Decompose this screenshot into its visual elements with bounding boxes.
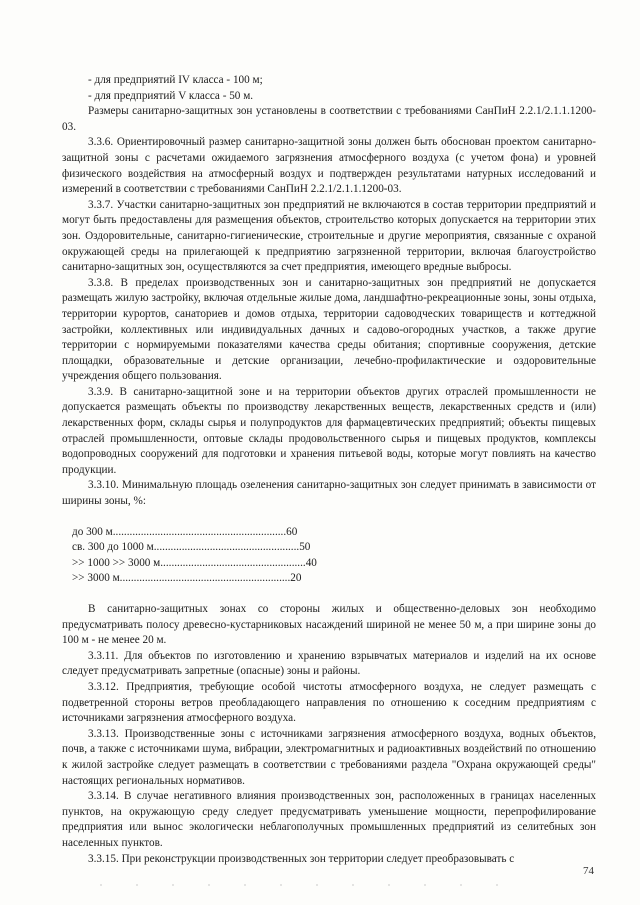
greening-list-item: >> 1000 >> 3000 м....................................................40 <box>72 556 317 569</box>
greening-list-item: до 300 м..............................................................60 <box>72 525 298 538</box>
paragraph-planting-strip: В санитарно-защитных зонах со стороны жилых и общественно-деловых зон необходимо предусматривать полосу древесно-кустарниковых насаждений шириной не менее 50 м, а при ширине зоны до 100 м - не менее 20 м. <box>62 603 596 647</box>
paragraph-3-3-13: 3.3.13. Производственные зоны с источниками загрязнения атмосферного воздуха, водных объектов, почв, а также с источниками шума, вибрации, электромагнитных и радиоактивных воздействий по отношению к жилой застройке следует размещать в соответствии с требованиями раздела "Охрана окружающей среды" настоящих региональных нормативов. <box>62 727 596 787</box>
paragraph-3-3-12: 3.3.12. Предприятия, требующие особой чистоты атмосферного воздуха, не следует размещать с подветренной стороны ветров преобладающего направления по отношению к соседним предприятиям с источниками загрязнения атмосферного воздуха. <box>62 680 596 725</box>
paragraph-sanpin-sizes: Размеры санитарно-защитных зон установлены в соответствии с требованиями СанПиН 2.2.1/2.1.1.1200-03. <box>62 105 596 133</box>
paragraph-class-iv: - для предприятий IV класса - 100 м; <box>88 74 263 86</box>
paragraph-3-3-15: 3.3.15. При реконструкции производственных зон территории следует преобразовывать с <box>88 852 515 865</box>
paragraph-3-3-11: 3.3.11. Для объектов по изготовлению и хранению взрывчатых материалов и изделий на их основе следует предусматривать запретные (опасные) зоны и районы. <box>62 649 596 678</box>
paragraph-3-3-10: 3.3.10. Минимальную площадь озеленения санитарно-защитных зон следует принимать в зависимости от ширины зоны, %: <box>62 479 596 508</box>
greening-list-item: св. 300 до 1000 м....................................................50 <box>72 541 311 554</box>
paragraph-3-3-6: 3.3.6. Ориентировочный размер санитарно-защитной зоны должен быть обоснован проектом санитарно-защитной зоны с расчетами ожидаемого загрязнения атмосферного воздуха (с учетом фона) и уровней физического воздействия на атмосферный воздух и подтвержден результатами натурных исследований и измерений в соответствии с требованиями СанПиН 2.2.1/2.1.1.1200-03. <box>62 136 596 196</box>
paragraph-3-3-8: 3.3.8. В пределах производственных зон и санитарно-защитных зон предприятий не допускается размещать жилую застройку, включая отдельные жилые дома, ландшафтно-рекреационные зоны, зоны отдыха, территории курортов, санаториев и домов отдыха, территории садоводческих товариществ и коттеджной застройки, коллективных или индивидуальных дачных и садово-огородных участков, а также другие территории с нормируемыми показателями качества среды обитания; спортивные сооружения, детские площадки, образовательные и детские организации, лечебно-профилактические и оздоровительные учреждения общего пользования. <box>62 276 596 383</box>
paragraph-3-3-14: 3.3.14. В случае негативного влияния производственных зон, расположенных в границах населенных пунктов, на окружающую среду следует предусматривать уменьшение мощности, перепрофилирование предприятия или вынос экологически неблагополучных промышленных предприятий из селитебных зон населенных пунктов. <box>62 790 596 849</box>
greening-list <box>62 525 596 587</box>
greening-list-item: >> 3000 м.............................................................20 <box>72 572 302 585</box>
paragraph-class-v: - для предприятий V класса - 50 м. <box>88 89 254 102</box>
document-body <box>62 73 596 867</box>
page-number: 74 <box>583 865 594 877</box>
paragraph-3-3-7: 3.3.7. Участки санитарно-защитных зон предприятий не включаются в состав территории предприятий и могут быть предоставлены для размещения объектов, строительство которых допускается на территории этих зон. Оздоровительные, санитарно-гигиенические, строительные и другие мероприятия, связанные с охраной окружающей среды на прилегающей к предприятию загрязненной территории, включая благоустройство санитарно-защитных зон, осуществляются за счет предприятия, имеющего вредные выбросы. <box>62 198 596 274</box>
scan-artifact-line <box>100 884 520 886</box>
paragraph-3-3-9: 3.3.9. В санитарно-защитной зоне и на территории объектов других отраслей промышленности не допускается размещать объекты по производству лекарственных веществ, лекарственных средств и (или) лекарственных форм, склады сырья и полупродуктов для фармацевтических предприятий; объекты пищевых отраслей промышленности, оптовые склады продовольственного сырья и пищевых продуктов, комплексы водопроводных сооружений для подготовки и хранения питьевой воды, которые могут повлиять на качество продукции. <box>62 385 596 476</box>
